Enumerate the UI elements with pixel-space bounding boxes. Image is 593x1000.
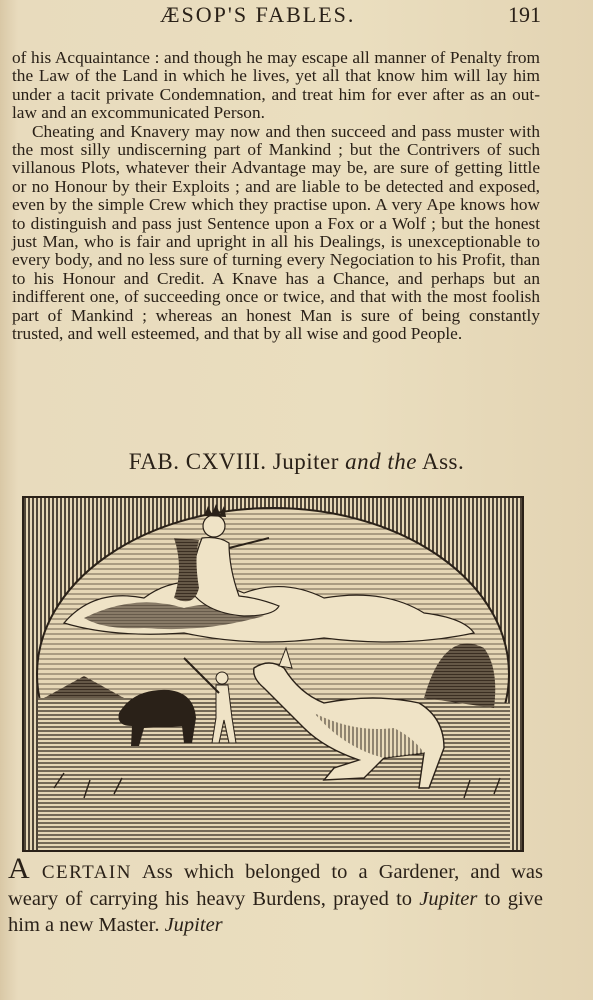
drop-cap: A xyxy=(8,852,31,885)
jupiter-name-2: Jupiter xyxy=(164,914,223,936)
small-caps-word: CERTAIN xyxy=(41,862,132,883)
ground xyxy=(38,696,510,851)
page-number: 191 xyxy=(508,2,541,27)
moral-text xyxy=(12,49,540,344)
fable-number: FAB. CXVIII. xyxy=(128,449,267,474)
fable-title-and-the: and the xyxy=(345,449,418,474)
fable-text xyxy=(8,852,543,938)
fable-text-part-1: Ass which belonged to a Gardener, and was weary of carrying his heavy Burdens, prayed to xyxy=(8,861,543,910)
paragraph-1: of his Acquaintance : and though he may escape all manner of Penalty from the Law of the Land in which he lives, yet all that know him will lay him under a tacit private Condemnation, and treat him for ever after as an out-law and an excommunicated Person. xyxy=(12,48,540,123)
paragraph-2: Cheating and Knavery may now and then succeed and pass muster with the most silly undiscerning part of Mankind ; but the Contrivers of such villanous Plots, whatever their Advantage may be, are sure of getting little or no Honour by their Exploits ; and are liable to be detected and exposed, even by the simple Crew which they practise upon. A very Ape knows how to distinguish and pass just Sentence upon a Fox or a Wolf ; but the honest just Man, who is fair and upright in all his Dealings, is unexceptionable to every body, and no less sure of turning every Negociation to his Profit, than to his Honour and Credit. A Knave has a Chance, and perhaps but an indifferent one, of succeeding once or twice, and that with the most foolish part of Mankind ; whereas an honest Man is sure of being constantly trusted, and well esteemed, and that by all wise and good People. xyxy=(12,121,540,344)
fable-title-ass: Ass. xyxy=(422,449,465,474)
woodcut-illustration xyxy=(22,496,524,852)
running-title: ÆSOP'S FABLES. xyxy=(160,2,356,27)
fable-title-jupiter: Jupiter xyxy=(272,449,339,474)
fable-text-part-2: to give him a new Master. xyxy=(8,888,543,936)
running-head xyxy=(0,2,593,28)
fable-heading xyxy=(0,449,593,475)
gardener-head xyxy=(216,672,228,684)
jupiter-head xyxy=(203,515,225,537)
jupiter-name-1: Jupiter xyxy=(419,888,478,910)
fable-paragraph xyxy=(8,852,543,938)
